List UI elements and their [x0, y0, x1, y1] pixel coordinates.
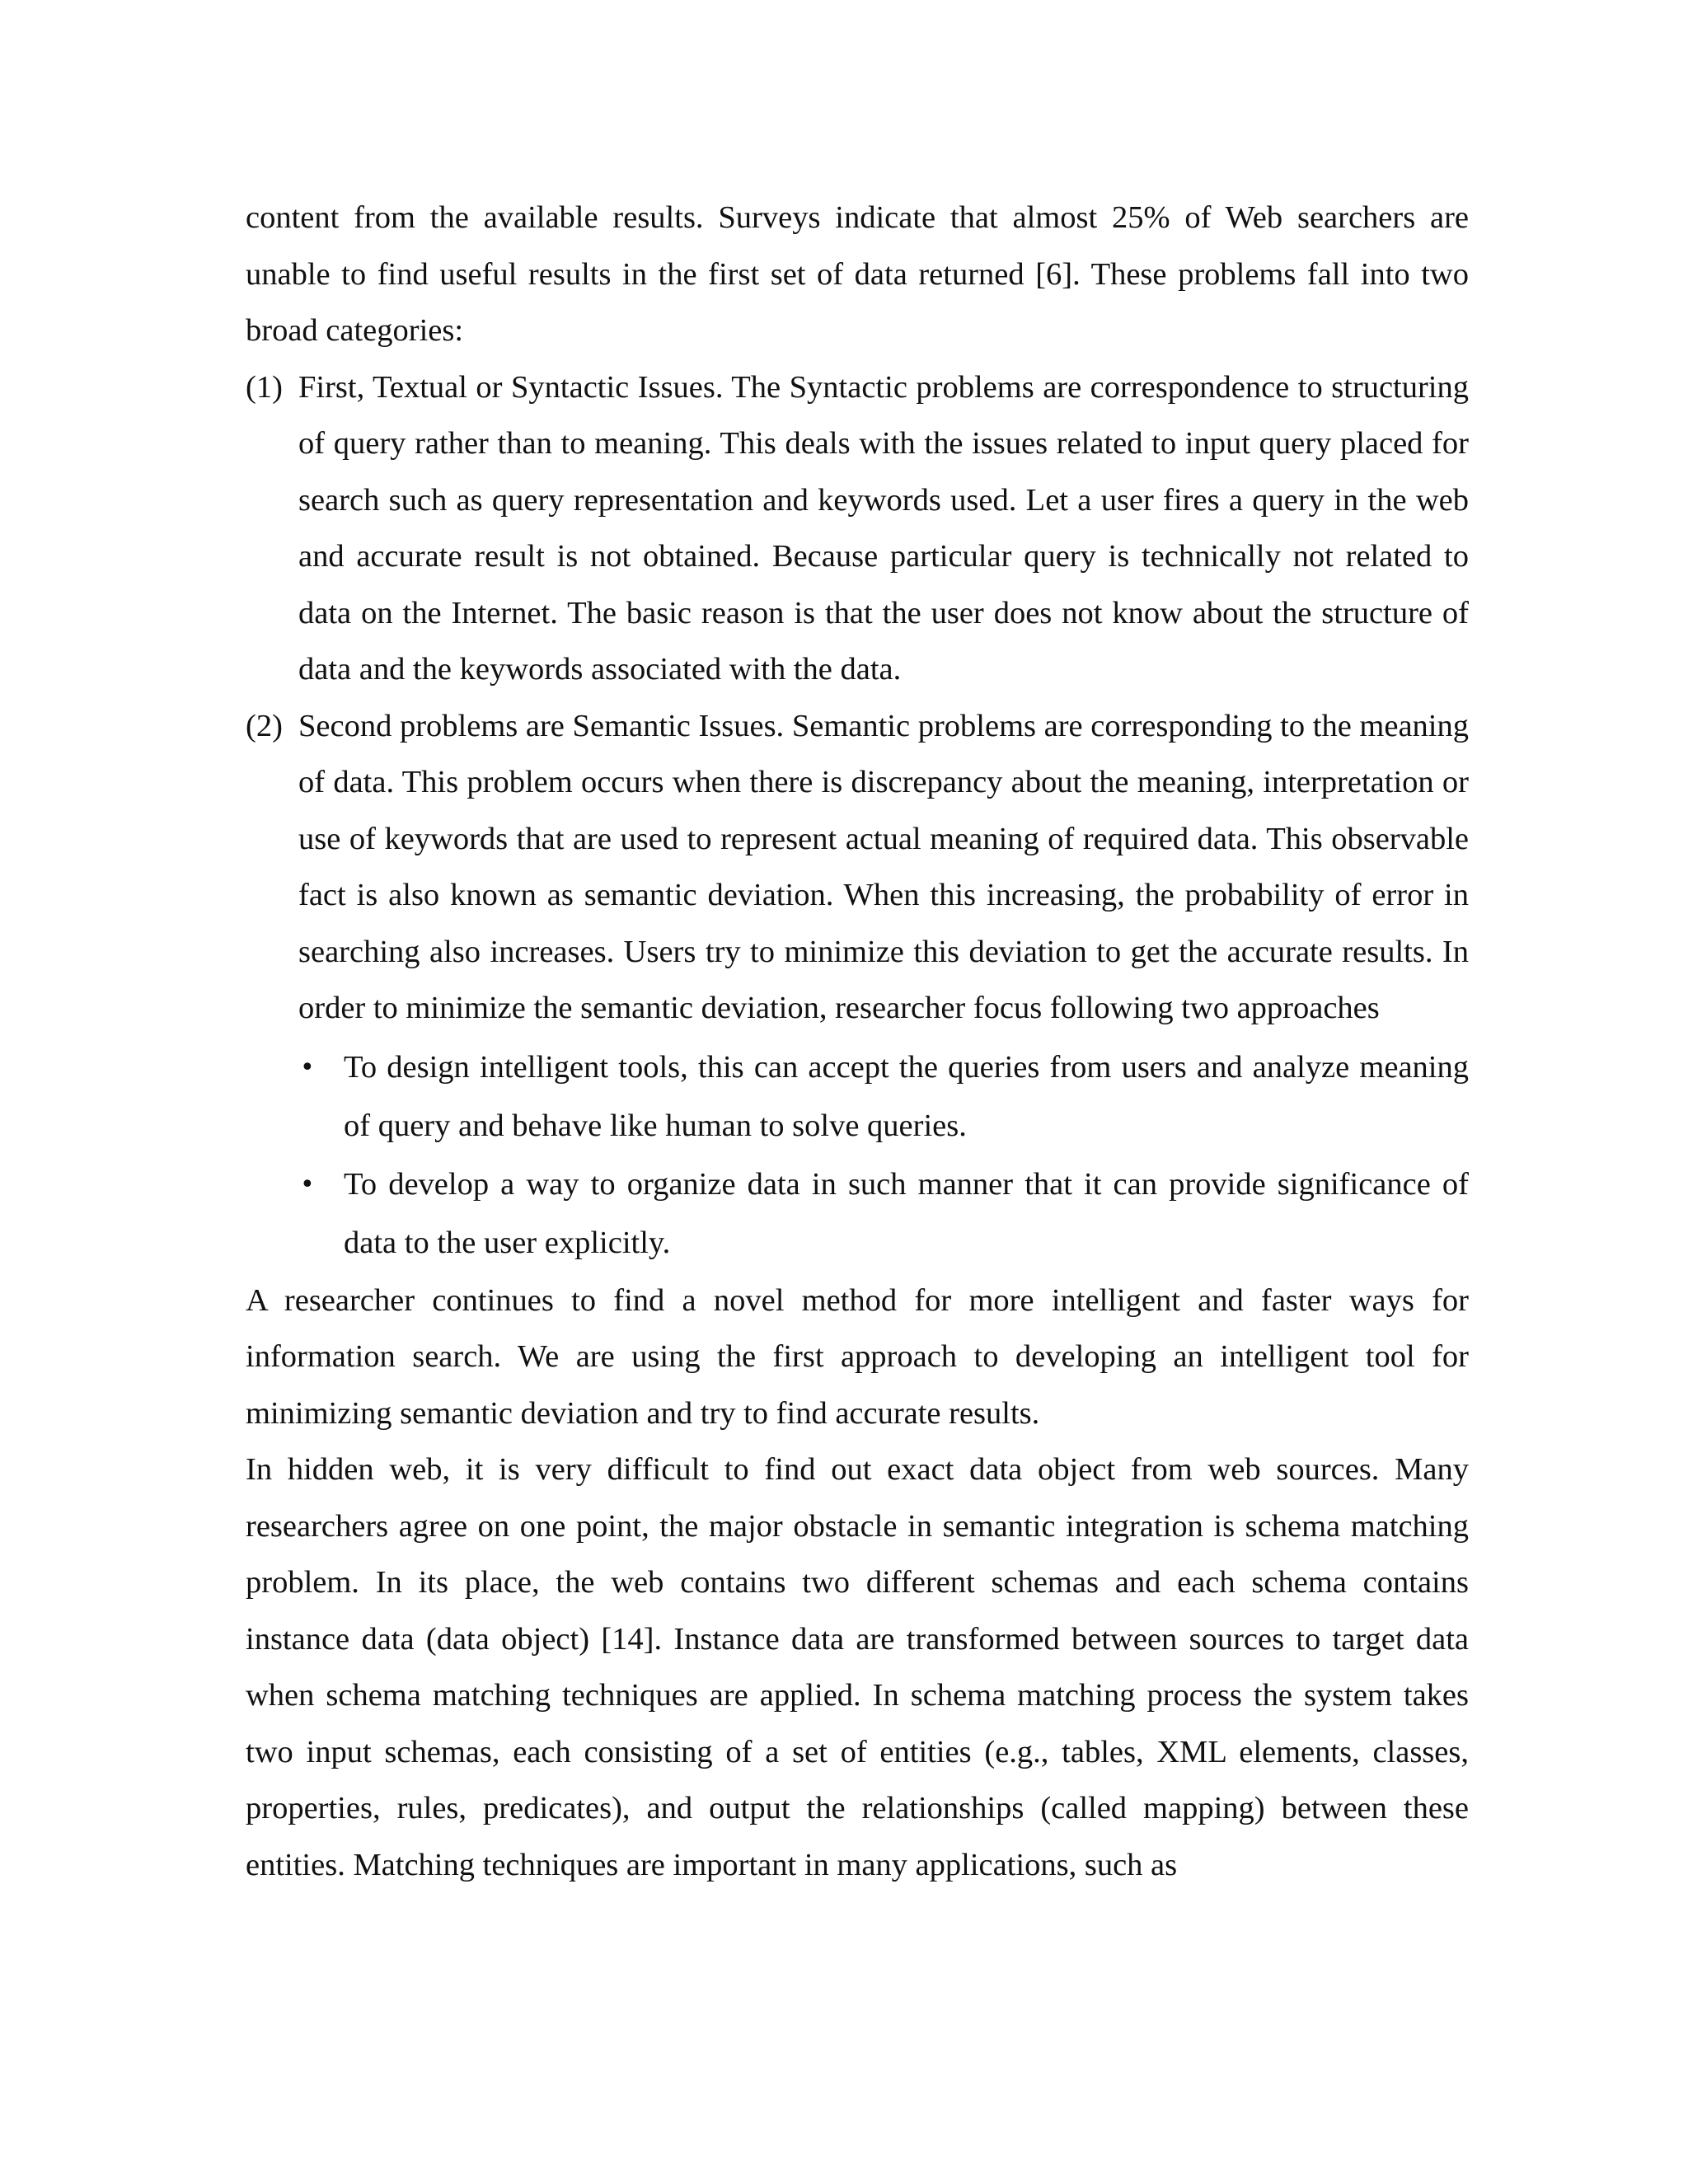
numbered-item-syntactic [246, 359, 1469, 698]
bullet-item-intelligent-tools [298, 1038, 1469, 1155]
bullet-text: To develop a way to organize data in such manner that it can provide significance of data to the user explicitly. [344, 1166, 1469, 1260]
intro-paragraph: content from the available results. Surveys indicate that almost 25% of Web searchers are unable to find useful results in the first set of data returned [6]. These problems fall into two broad categories: [246, 200, 1469, 348]
numbered-item-semantic [246, 698, 1469, 1272]
list-item-text: First, Textual or Syntactic Issues. The Syntactic problems are correspondence to structuring of query rather than to meaning. This deals with the issues related to input query placed for search such as query representation and keywords used. Let a user fires a query in the web and accurate result is not obtained. Because particular query is technically not related to data on the Internet. The basic reason is that the user does not know about the structure of data and the keywords associated with the data. [298, 369, 1469, 687]
bullet-item-organize-data [298, 1155, 1469, 1272]
bullet-list [298, 1038, 1469, 1272]
researcher-paragraph: A researcher continues to find a novel method for more intelligent and faster ways for information search. We are using the first approach to developing an intelligent tool for minimizing semantic deviation and try to find accurate results. [246, 1282, 1469, 1431]
bullet-text: To design intelligent tools, this can accept the queries from users and analyze meaning of query and behave like human to solve queries. [344, 1049, 1469, 1143]
list-item-text: Second problems are Semantic Issues. Semantic problems are corresponding to the meaning of data. This problem occurs when there is discrepancy about the meaning, interpretation or use of keywords that are used to represent actual meaning of required data. This observable fact is also known as semantic deviation. When this increasing, the probability of error in searching also increases. Users try to minimize this deviation to get the accurate results. In order to minimize the semantic deviation, researcher focus following two approaches [298, 708, 1469, 1025]
document-page [246, 190, 1469, 1893]
numbered-list [246, 359, 1469, 1272]
bullet-icon: • [300, 1169, 315, 1199]
hidden-web-paragraph: In hidden web, it is very difficult to find out exact data object from web sources. Many researchers agree on one point, the major obstacle in semantic integration is schema matching problem. In its place, the web contains two different schemas and each schema contains instance data (data object) [14]. Instance data are transformed between sources to target data when schema matching techniques are applied. In schema matching process the system takes two input schemas, each consisting of a set of entities (e.g., tables, XML elements, classes, properties, rules, predicates), and output the relationships (called mapping) between these entities. Matching techniques are important in many applications, such as [246, 1452, 1469, 1882]
list-marker: (2) [246, 708, 283, 743]
bullet-icon: • [300, 1052, 315, 1082]
list-marker: (1) [246, 369, 283, 405]
